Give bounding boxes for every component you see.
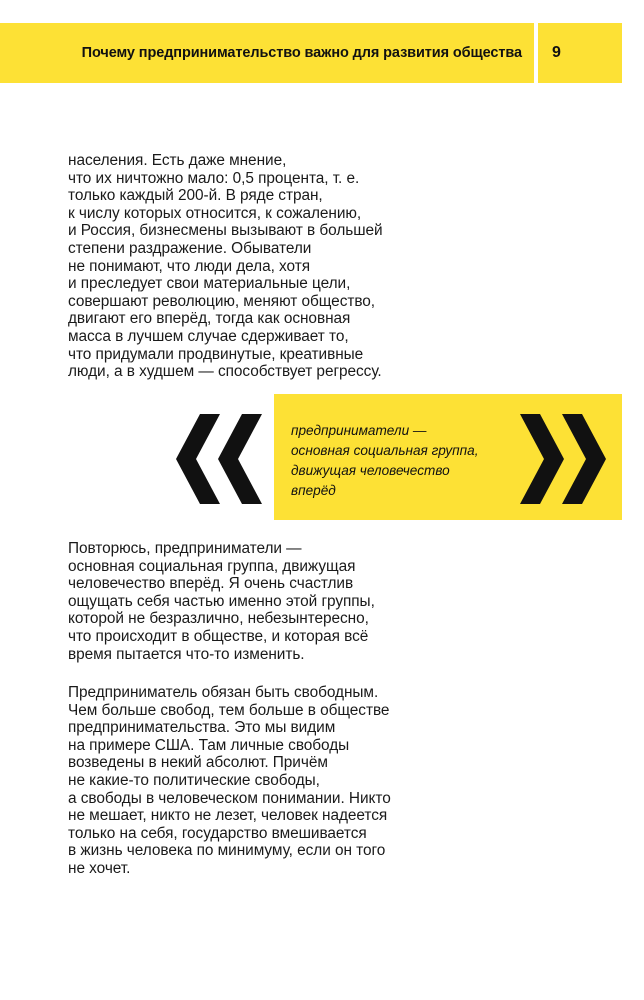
body-paragraph-1: населения. Есть даже мнение, что их ничтожно мало: 0,5 процента, т. е. только каждый 200-й. В ряде стран, к числу которых относится, к сожалению, и Россия, бизнесмены вызывают в большей степени раздражение. Обыватели не понимают, что люди дела, хотя и преследует свои материальные цели, совершают революцию, меняют общество, двигают его вперёд, тогда как основная масса в лучшем случае сдерживает то, что придумали продвинутые, креативные люди, а в худшем — способствует регрессу. (68, 152, 383, 381)
header-bar (0, 23, 534, 83)
body-paragraph-3: Предприниматель обязан быть свободным. Чем больше свобод, тем больше в обществе предпринимательства. Это мы видим на примере США. Там личные свободы возведены в некий абсолют. Причём не какие-то политические свободы, а свободы в человеческом понимании. Никто не мешает, никто не лезет, человек надеется только на себя, государство вмешивается в жизнь человека по минимуму, если он того не хочет. (68, 684, 391, 877)
body-paragraph-2: Повторюсь, предприниматели — основная социальная группа, движущая человечество вперёд. Я очень счастлив ощущать себя частью именно этой группы, которой не безразлично, небезынтересно, что происходит в обществе, и которая всё время пытается что-то изменить. (68, 540, 375, 663)
page-number-box (538, 23, 622, 83)
pull-quote-box (274, 394, 622, 520)
running-header-title: Почему предпринимательство важно для развития общества (81, 45, 522, 61)
left-guillemet-icon (176, 414, 262, 509)
right-guillemet-icon (520, 414, 606, 509)
page-number: 9 (552, 44, 561, 61)
pull-quote-text: предприниматели — основная социальная группа, движущая человечество вперёд (291, 423, 479, 498)
